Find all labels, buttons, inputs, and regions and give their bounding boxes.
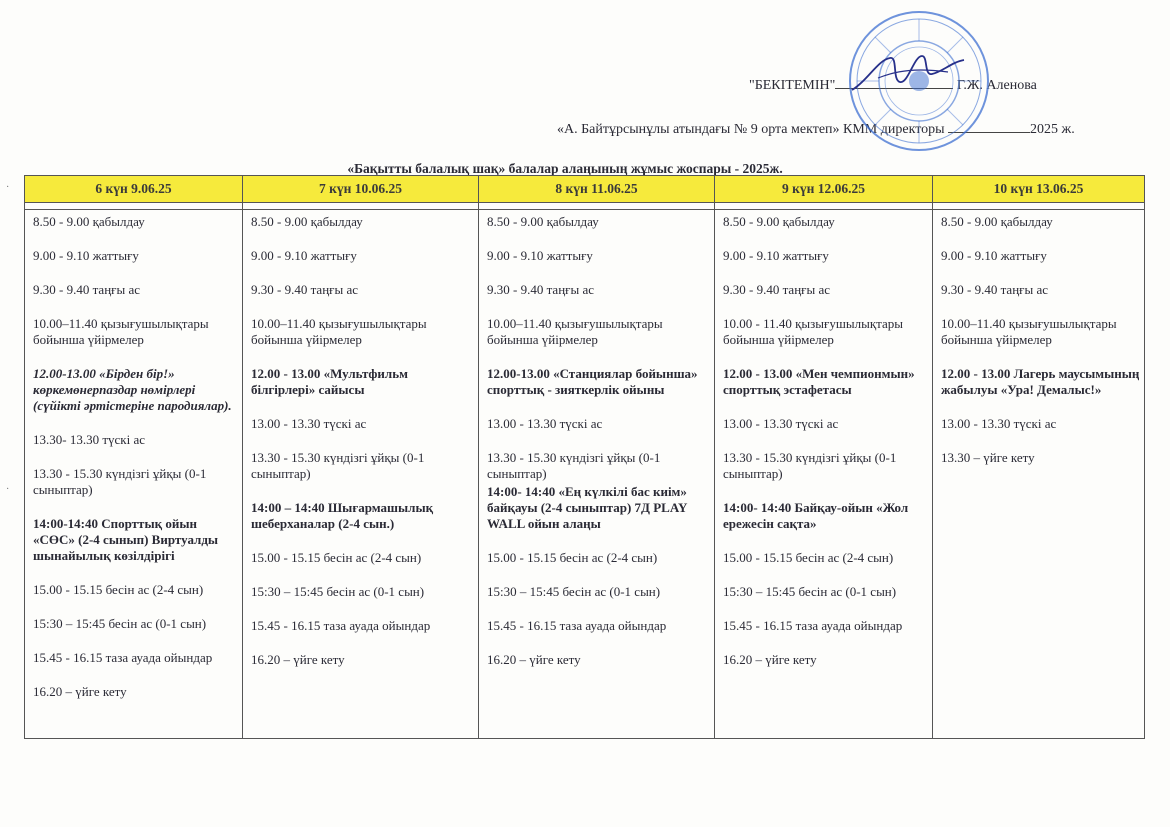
schedule-item: 15:30 – 15:45 бесін ас (0-1 сын) [723, 584, 897, 599]
day-column [715, 210, 933, 739]
schedule-item: 16.20 – үйге кету [33, 684, 127, 699]
schedule-item: 13.00 - 13.30 түскі ас [723, 416, 839, 431]
approver-name: Г.Ж. Аленова [956, 78, 1037, 93]
day-header: 6 күн 9.06.25 [25, 176, 243, 203]
schedule-item: 15:30 – 15:45 бесін ас (0-1 сын) [33, 616, 207, 631]
schedule-item: 14:00- 14:40 Байқау-ойын «Жол ережесін сақта» [723, 500, 909, 531]
schedule-item: 8.50 - 9.00 қабылдау [723, 214, 835, 229]
header-row [25, 176, 1145, 203]
schedule-item: 10.00–11.40 қызығушылықтары бойынша үйірмелер [33, 316, 209, 347]
schedule-item: 9.30 - 9.40 таңғы ас [487, 282, 595, 297]
schedule-item: 14:00- 14:40 «Ең күлкілі бас киім» байқауы (2-4 сыныптар) 7Д PLAY WALL ойын алаңы [487, 484, 687, 531]
schedule-item: 15.45 - 16.15 таза ауада ойындар [487, 618, 667, 633]
schedule-item: 12.00 - 13.00 Лагерь маусымының жабылуы «Ура! Демалыс!» [941, 366, 1140, 397]
schedule-item: 15.00 - 15.15 бесін ас (2-4 сын) [487, 550, 658, 565]
schedule-item: 16.20 – үйге кету [487, 652, 581, 667]
day-header: 9 күн 12.06.25 [715, 176, 933, 203]
schedule-item: 10.00 - 11.40 қызығушылықтары бойынша үйірмелер [723, 316, 903, 347]
schedule-item: 9.30 - 9.40 таңғы ас [251, 282, 359, 297]
schedule-item: 15.45 - 16.15 таза ауада ойындар [251, 618, 431, 633]
schedule-item: 8.50 - 9.00 қабылдау [941, 214, 1053, 229]
schedule-item: 9.00 - 9.10 жаттығу [723, 248, 829, 263]
schedule-item: 14:00-14:40 Спорттық ойын «СӨС» (2-4 сынып) Виртуалды шынайылық көзілдірігі [33, 516, 219, 563]
schedule-table [24, 175, 1145, 739]
schedule-item: 13.00 - 13.30 түскі ас [251, 416, 367, 431]
day-header: 10 күн 13.06.25 [933, 176, 1145, 203]
schedule-item: 12.00 - 13.00 «Мен чемпионмын» спорттық эстафетасы [723, 366, 915, 397]
schedule-item: 9.00 - 9.10 жаттығу [487, 248, 593, 263]
schedule-item: 12.00-13.00 «Бірден бір!» көркемөнерпаздар нөмірлері (сүйікті әртістеріне пародиялар). [33, 366, 232, 413]
schedule-item: 13.30 - 15.30 күндізгі ұйқы (0-1 сыныптар) [251, 450, 425, 481]
schedule-item: 9.30 - 9.40 таңғы ас [33, 282, 141, 297]
scan-speck: · [6, 182, 10, 193]
schedule-item: 9.00 - 9.10 жаттығу [251, 248, 357, 263]
schedule-item: 12.00 - 13.00 «Мультфильм білгірлері» сайысы [251, 366, 408, 397]
schedule-item: 10.00–11.40 қызығушылықтары бойынша үйірмелер [251, 316, 427, 347]
schedule-item: 8.50 - 9.00 қабылдау [487, 214, 599, 229]
page-title: «Бақытты балалық шақ» балалар алаңының жұмыс жоспары - 2025ж. [347, 161, 783, 176]
schedule-item: 12.00-13.00 «Станциялар бойынша» спорттық - зияткерлік ойыны [487, 366, 698, 397]
day-column [243, 210, 479, 739]
year-text: 2025 ж. [1030, 122, 1075, 137]
schedule-item: 13.30 - 15.30 күндізгі ұйқы (0-1 сыныптар) [33, 466, 207, 497]
approve-label: "БЕКІТЕМІН" [749, 78, 836, 93]
day-header: 7 күн 10.06.25 [243, 176, 479, 203]
schedule-item: 15.00 - 15.15 бесін ас (2-4 сын) [33, 582, 204, 597]
day-column [479, 210, 715, 739]
schedule-item: 14:00 – 14:40 Шығармашылық шеберханалар (2-4 сын.) [251, 500, 434, 531]
schedule-item: 13.00 - 13.30 түскі ас [941, 416, 1057, 431]
schedule-item: 15.45 - 16.15 таза ауада ойындар [33, 650, 213, 665]
scan-speck: · [6, 484, 10, 495]
schedule-item: 13.30- 13.30 түскі ас [33, 432, 145, 447]
schedule-item: 15:30 – 15:45 бесін ас (0-1 сын) [251, 584, 425, 599]
schedule-item: 15.45 - 16.15 таза ауада ойындар [723, 618, 903, 633]
schedule-item: 9.30 - 9.40 таңғы ас [723, 282, 831, 297]
schedule-item: 13.00 - 13.30 түскі ас [487, 416, 603, 431]
schedule-item: 16.20 – үйге кету [723, 652, 817, 667]
schedule-item: 10.00–11.40 қызығушылықтары бойынша үйірмелер [941, 316, 1117, 347]
day-header: 8 күн 11.06.25 [479, 176, 715, 203]
day-column [933, 210, 1145, 739]
day-column [25, 210, 243, 739]
schedule-item: 9.00 - 9.10 жаттығу [941, 248, 1047, 263]
schedule-item: 9.00 - 9.10 жаттығу [33, 248, 139, 263]
school-line [557, 122, 1075, 138]
schedule-item: 10.00–11.40 қызығушылықтары бойынша үйірмелер [487, 316, 663, 347]
school-director-text: «А. Байтұрсынұлы атындағы № 9 орта мектеп» КММ директоры [557, 122, 945, 137]
schedule-item: 8.50 - 9.00 қабылдау [251, 214, 363, 229]
schedule-item: 16.20 – үйге кету [251, 652, 345, 667]
schedule-item: 15.00 - 15.15 бесін ас (2-4 сын) [723, 550, 894, 565]
signature-icon [848, 50, 968, 98]
schedule-row [25, 210, 1145, 739]
schedule-item: 9.30 - 9.40 таңғы ас [941, 282, 1049, 297]
schedule-item: 13.30 – үйге кету [941, 450, 1035, 465]
schedule-item: 15.00 - 15.15 бесін ас (2-4 сын) [251, 550, 422, 565]
schedule-item: 13.30 - 15.30 күндізгі ұйқы (0-1 сыныптар) [723, 450, 897, 481]
schedule-item: 13.30 - 15.30 күндізгі ұйқы (0-1 сыныптар) [487, 450, 661, 481]
spacer-row [25, 203, 1145, 210]
schedule-item: 15:30 – 15:45 бесін ас (0-1 сын) [487, 584, 661, 599]
schedule-item: 8.50 - 9.00 қабылдау [33, 214, 145, 229]
